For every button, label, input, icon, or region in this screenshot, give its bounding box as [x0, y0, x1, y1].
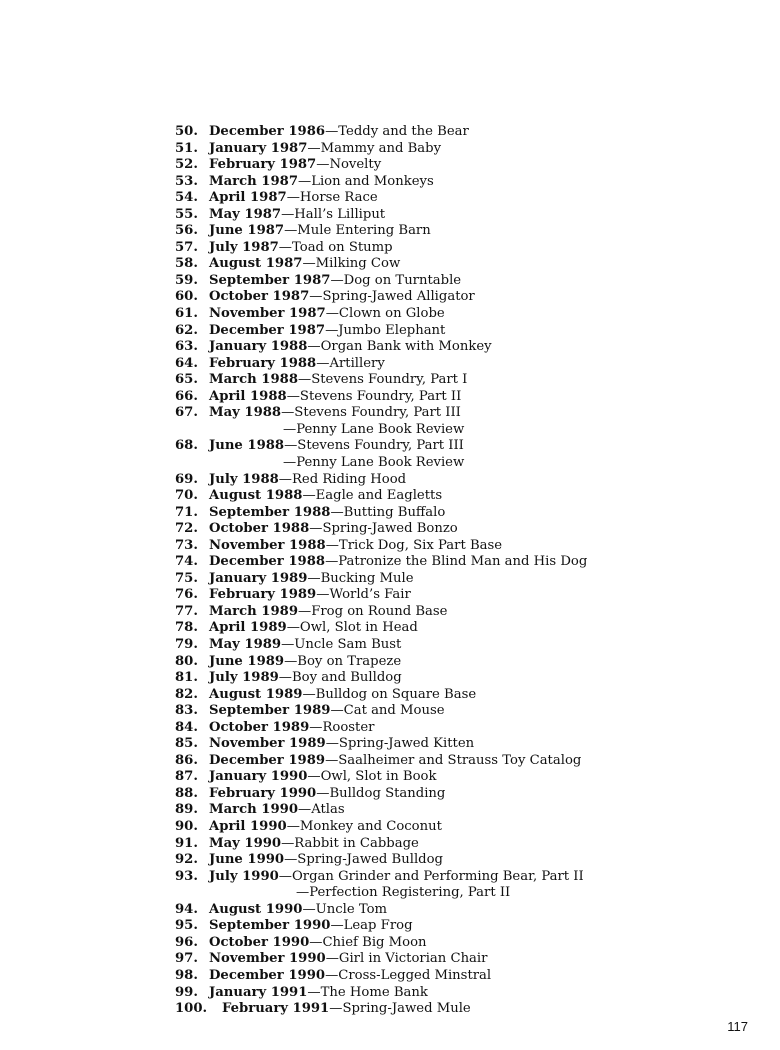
page-number: 117 [727, 1019, 748, 1034]
entry-title: Owl, Slot in Head [299, 620, 418, 636]
entry-title: Spring-Jawed Kitten [338, 736, 475, 752]
entry-date: July 1988 [209, 471, 279, 487]
entry-title: Horse Race [299, 190, 378, 206]
entry-number: 98. [175, 967, 198, 983]
list-item [175, 670, 755, 687]
entry-title: Mule Entering Barn [297, 223, 431, 239]
list-item [175, 124, 755, 141]
entry-line: 59. September 1987—Dog on Turntable [175, 272, 462, 288]
entry-title: Dog on Turntable [343, 272, 462, 288]
entry-title: Owl, Slot in Book [320, 769, 437, 785]
entry-number: 97. [175, 951, 198, 967]
entry-line: 77. March 1989—Frog on Round Base [175, 603, 448, 619]
entry-number: 84. [175, 719, 198, 735]
list-item [175, 637, 755, 654]
entry-number: 87. [175, 769, 198, 785]
entry-date: July 1987 [209, 239, 279, 255]
entry-number: 92. [175, 852, 198, 868]
entry-date: October 1988 [209, 521, 310, 537]
entry-line: 83. September 1989—Cat and Mouse [175, 703, 445, 719]
entry-title: Hall’s Lilliput [294, 206, 386, 222]
entry-number: 60. [175, 289, 198, 305]
list-item [175, 687, 755, 704]
entry-date: August 1988 [209, 488, 303, 504]
entry-number: 56. [175, 223, 198, 239]
entry-date: February 1988 [209, 355, 317, 371]
entry-title: Butting Buffalo [343, 504, 446, 520]
entry-title: Artillery [329, 355, 385, 371]
list-item [175, 521, 755, 538]
entry-line: 95. September 1990—Leap Frog [175, 918, 413, 934]
entry-title: Lion and Monkeys [311, 173, 434, 189]
list-item [175, 802, 755, 819]
list-item [175, 190, 755, 207]
list-item [175, 306, 755, 323]
entry-date: May 1989 [209, 637, 282, 653]
entry-number: 89. [175, 802, 198, 818]
entry-line: 66. April 1988—Stevens Foundry, Part II [175, 388, 462, 404]
entry-number: 93. [175, 868, 198, 884]
entry-number: 99. [175, 984, 198, 1000]
entry-number: 66. [175, 388, 198, 404]
entry-number: 51. [175, 140, 198, 156]
entry-line: 91. May 1990—Rabbit in Cabbage [175, 835, 419, 851]
list-item [175, 902, 755, 919]
list-item [175, 157, 755, 174]
entry-line: 55. May 1987—Hall’s Lilliput [175, 206, 386, 222]
entry-number: 70. [175, 488, 198, 504]
entry-number: 81. [175, 670, 198, 686]
entry-continuation: —Penny Lane Book Review [283, 421, 465, 437]
entry-date: December 1987 [209, 322, 326, 338]
list-item [175, 174, 755, 191]
entry-date: March 1988 [209, 372, 299, 388]
entry-number: 54. [175, 190, 198, 206]
entry-line: 61. November 1987—Clown on Globe [175, 306, 445, 322]
list-item [175, 654, 755, 671]
entry-title: Bulldog on Square Base [315, 686, 477, 702]
entry-date: September 1987 [209, 272, 331, 288]
entry-date: December 1986 [209, 124, 326, 139]
entry-line: 72. October 1988—Spring-Jawed Bonzo [175, 521, 458, 537]
entry-line: 65. March 1988—Stevens Foundry, Part I [175, 372, 468, 388]
entry-title: Spring-Jawed Bulldog [297, 852, 444, 868]
entry-number: 74. [175, 554, 198, 570]
entry-line: 52. February 1987—Novelty [175, 157, 382, 173]
entry-title: Toad on Stump [291, 239, 393, 255]
entry-line: 94. August 1990—Uncle Tom [175, 901, 388, 917]
entry-date: March 1989 [209, 603, 299, 619]
entry-line: 92. June 1990—Spring-Jawed Bulldog [175, 852, 444, 868]
entry-line: 86. December 1989—Saalheimer and Strauss Toy Catalog [175, 752, 582, 768]
entry-date: December 1989 [209, 752, 326, 768]
entry-date: October 1990 [209, 934, 310, 950]
list-item [175, 323, 755, 340]
entry-line: 90. April 1990—Monkey and Coconut [175, 819, 442, 835]
list-item [175, 869, 755, 902]
entry-line: 84. October 1989—Rooster [175, 719, 375, 735]
entry-number: 61. [175, 306, 198, 322]
entry-title: Clown on Globe [338, 306, 445, 322]
entry-number: 90. [175, 819, 198, 835]
list-item [175, 273, 755, 290]
list-item [175, 836, 755, 853]
entry-number: 94. [175, 901, 198, 917]
entry-title: Jumbo Elephant [338, 322, 446, 338]
list-item [175, 141, 755, 158]
entry-line: 88. February 1990—Bulldog Standing [175, 785, 446, 801]
entry-title: Cross-Legged Minstral [338, 967, 492, 983]
entry-date: October 1989 [209, 719, 310, 735]
entry-line: 100. February 1991—Spring-Jawed Mule [175, 1001, 471, 1017]
list-item [175, 935, 755, 952]
list-item [175, 372, 755, 389]
entry-date: April 1987 [209, 190, 287, 206]
entry-number: 80. [175, 653, 198, 669]
entry-number: 85. [175, 736, 198, 752]
entry-line: 98. December 1990—Cross-Legged Minstral [175, 967, 492, 983]
entry-line: 80. June 1989—Boy on Trapeze [175, 653, 402, 669]
entry-title: Atlas [311, 802, 345, 818]
entry-line: 53. March 1987—Lion and Monkeys [175, 173, 434, 189]
entry-title: Trick Dog, Six Part Base [338, 537, 503, 553]
entry-title: Rabbit in Cabbage [294, 835, 419, 851]
entry-line: 64. February 1988—Artillery [175, 355, 385, 371]
entry-number: 62. [175, 322, 198, 338]
entry-date: April 1988 [209, 388, 287, 404]
entry-date: May 1990 [209, 835, 282, 851]
entry-date: November 1988 [209, 537, 326, 553]
entry-date: February 1989 [209, 587, 317, 603]
entry-line: 87. January 1990—Owl, Slot in Book [175, 769, 437, 785]
entry-number: 79. [175, 637, 198, 653]
entry-number: 95. [175, 918, 198, 934]
entry-date: November 1989 [209, 736, 326, 752]
entry-line: 60. October 1987—Spring-Jawed Alligator [175, 289, 475, 305]
entry-title: Chief Big Moon [322, 934, 427, 950]
entry-number: 71. [175, 504, 198, 520]
entry-number: 63. [175, 339, 198, 355]
entry-title: Organ Bank with Monkey [320, 339, 492, 355]
entry-date: May 1987 [209, 206, 282, 222]
list-item [175, 405, 755, 438]
entry-date: August 1990 [209, 901, 303, 917]
list-item [175, 604, 755, 621]
entry-line: 97. November 1990—Girl in Victorian Chair [175, 951, 488, 967]
entry-number: 50. [175, 124, 198, 139]
entry-number: 91. [175, 835, 198, 851]
entry-line: 79. May 1989—Uncle Sam Bust [175, 637, 402, 653]
entry-title: Spring-Jawed Mule [342, 1001, 471, 1017]
entry-date: July 1990 [209, 868, 279, 884]
list-item [175, 769, 755, 786]
entry-title: Boy and Bulldog [291, 670, 402, 686]
list-item [175, 786, 755, 803]
entry-line: 93. July 1990—Organ Grinder and Performing Bear, Part II [175, 868, 584, 884]
entry-title: Milking Cow [315, 256, 401, 272]
entry-number: 59. [175, 272, 198, 288]
entry-title: Stevens Foundry, Part III [297, 438, 464, 454]
entry-date: June 1987 [209, 223, 285, 239]
entry-date: December 1988 [209, 554, 326, 570]
entry-title: Stevens Foundry, Part II [299, 388, 462, 404]
entry-date: September 1988 [209, 504, 331, 520]
entry-title: Saalheimer and Strauss Toy Catalog [338, 752, 582, 768]
entry-line: 58. August 1987—Milking Cow [175, 256, 401, 272]
list-item [175, 240, 755, 257]
entry-line: 67. May 1988—Stevens Foundry, Part III [175, 405, 461, 421]
list-item [175, 985, 755, 1002]
entry-title: Bucking Mule [320, 570, 414, 586]
entry-line: 62. December 1987—Jumbo Elephant [175, 322, 446, 338]
entry-title: Monkey and Coconut [299, 819, 442, 835]
entry-line: 70. August 1988—Eagle and Eagletts [175, 488, 443, 504]
list-item [175, 356, 755, 373]
list-item [175, 389, 755, 406]
entry-date: March 1987 [209, 173, 299, 189]
list-item [175, 538, 755, 555]
list-item [175, 438, 755, 471]
entry-line: 74. December 1988—Patronize the Blind Man and His Dog [175, 554, 588, 570]
entry-date: May 1988 [209, 405, 282, 421]
entry-title: Boy on Trapeze [297, 653, 402, 669]
entry-date: June 1990 [209, 852, 285, 868]
entry-line: 75. January 1989—Bucking Mule [175, 570, 414, 586]
entry-continuation: —Penny Lane Book Review [283, 454, 465, 470]
entry-date: November 1987 [209, 306, 326, 322]
list-item [175, 223, 755, 240]
entry-title: Stevens Foundry, Part III [294, 405, 461, 421]
entry-number: 52. [175, 157, 198, 173]
entry-date: January 1987 [209, 140, 308, 156]
entry-title: Stevens Foundry, Part I [311, 372, 468, 388]
list-item [175, 918, 755, 935]
entry-title: Frog on Round Base [311, 603, 448, 619]
entry-number: 53. [175, 173, 198, 189]
entry-number: 57. [175, 239, 198, 255]
list-item [175, 488, 755, 505]
entry-number: 69. [175, 471, 198, 487]
list-item [175, 554, 755, 571]
entry-number: 78. [175, 620, 198, 636]
entry-line: 51. January 1987—Mammy and Baby [175, 140, 442, 156]
list-item [175, 852, 755, 869]
list-item [175, 472, 755, 489]
entry-number: 88. [175, 785, 198, 801]
entry-date: January 1990 [209, 769, 308, 785]
entry-title: The Home Bank [320, 984, 428, 1000]
entry-title: World’s Fair [329, 587, 411, 603]
list-item [175, 968, 755, 985]
entry-list [175, 124, 755, 1018]
entry-date: January 1988 [209, 339, 308, 355]
entry-number: 67. [175, 405, 198, 421]
entry-date: February 1991 [222, 1001, 330, 1017]
entry-date: February 1990 [209, 785, 317, 801]
entry-number: 76. [175, 587, 198, 603]
list-item [175, 505, 755, 522]
entry-date: June 1988 [209, 438, 285, 454]
entry-date: January 1989 [209, 570, 308, 586]
entry-line: 56. June 1987—Mule Entering Barn [175, 223, 431, 239]
entry-number: 68. [175, 438, 198, 454]
entry-date: February 1987 [209, 157, 317, 173]
entry-line: 78. April 1989—Owl, Slot in Head [175, 620, 418, 636]
entry-title: Cat and Mouse [343, 703, 445, 719]
entry-title: Leap Frog [343, 918, 413, 934]
entry-title: Patronize the Blind Man and His Dog [338, 554, 588, 570]
entry-title: Uncle Tom [315, 901, 388, 917]
entry-date: April 1989 [209, 620, 287, 636]
entry-title: Spring-Jawed Alligator [322, 289, 475, 305]
entry-title: Novelty [329, 157, 382, 173]
entry-date: December 1990 [209, 967, 326, 983]
entry-number: 96. [175, 934, 198, 950]
entry-title: Red Riding Hood [291, 471, 407, 487]
entry-title: Bulldog Standing [329, 785, 446, 801]
list-item [175, 256, 755, 273]
entry-date: August 1989 [209, 686, 303, 702]
entry-continuation: —Perfection Registering, Part II [296, 885, 511, 901]
entry-date: September 1989 [209, 703, 331, 719]
entry-date: October 1987 [209, 289, 310, 305]
entry-date: August 1987 [209, 256, 303, 272]
entry-line: 96. October 1990—Chief Big Moon [175, 934, 427, 950]
entry-date: January 1991 [209, 984, 308, 1000]
entry-line: 63. January 1988—Organ Bank with Monkey [175, 339, 492, 355]
entry-number: 83. [175, 703, 198, 719]
entry-date: March 1990 [209, 802, 299, 818]
list-item [175, 753, 755, 770]
entry-number: 65. [175, 372, 198, 388]
list-item [175, 207, 755, 224]
list-item [175, 571, 755, 588]
entry-title: Eagle and Eagletts [315, 488, 443, 504]
entry-line: 89. March 1990—Atlas [175, 802, 345, 818]
entry-title: Uncle Sam Bust [294, 637, 402, 653]
entry-line: 57. July 1987—Toad on Stump [175, 239, 393, 255]
list-item [175, 339, 755, 356]
entry-date: April 1990 [209, 819, 287, 835]
entry-number: 86. [175, 752, 198, 768]
entry-date: July 1989 [209, 670, 279, 686]
list-item [175, 819, 755, 836]
entry-line: 76. February 1989—World’s Fair [175, 587, 411, 603]
list-item [175, 951, 755, 968]
entry-number: 77. [175, 603, 198, 619]
entry-title: Organ Grinder and Performing Bear, Part II [291, 868, 584, 884]
entry-number: 75. [175, 570, 198, 586]
list-item [175, 736, 755, 753]
entry-line: 81. July 1989—Boy and Bulldog [175, 670, 402, 686]
list-item [175, 289, 755, 306]
list-item [175, 1001, 755, 1018]
entry-title: Rooster [322, 719, 375, 735]
entry-line: 85. November 1989—Spring-Jawed Kitten [175, 736, 475, 752]
entry-number: 73. [175, 537, 198, 553]
entry-line: 73. November 1988—Trick Dog, Six Part Base [175, 537, 503, 553]
entry-number: 100. [175, 1001, 208, 1017]
entry-line: 99. January 1991—The Home Bank [175, 984, 428, 1000]
entry-line: 68. June 1988—Stevens Foundry, Part III [175, 438, 464, 454]
entry-title: Spring-Jawed Bonzo [322, 521, 458, 537]
entry-title: Teddy and the Bear [338, 124, 469, 139]
entry-date: November 1990 [209, 951, 326, 967]
entry-title: Girl in Victorian Chair [338, 951, 488, 967]
entry-number: 64. [175, 355, 198, 371]
entry-number: 55. [175, 206, 198, 222]
entry-date: June 1989 [209, 653, 285, 669]
entry-line: 69. July 1988—Red Riding Hood [175, 471, 407, 487]
entry-line: 82. August 1989—Bulldog on Square Base [175, 686, 477, 702]
entry-number: 58. [175, 256, 198, 272]
entry-title: Mammy and Baby [320, 140, 442, 156]
list-item [175, 620, 755, 637]
entry-number: 82. [175, 686, 198, 702]
entry-line: 71. September 1988—Butting Buffalo [175, 504, 446, 520]
entry-line: 50. December 1986—Teddy and the Bear [175, 124, 469, 139]
entry-line: 54. April 1987—Horse Race [175, 190, 378, 206]
list-item [175, 703, 755, 720]
entry-date: September 1990 [209, 918, 331, 934]
list-item [175, 587, 755, 604]
entry-number: 72. [175, 521, 198, 537]
list-item [175, 720, 755, 737]
